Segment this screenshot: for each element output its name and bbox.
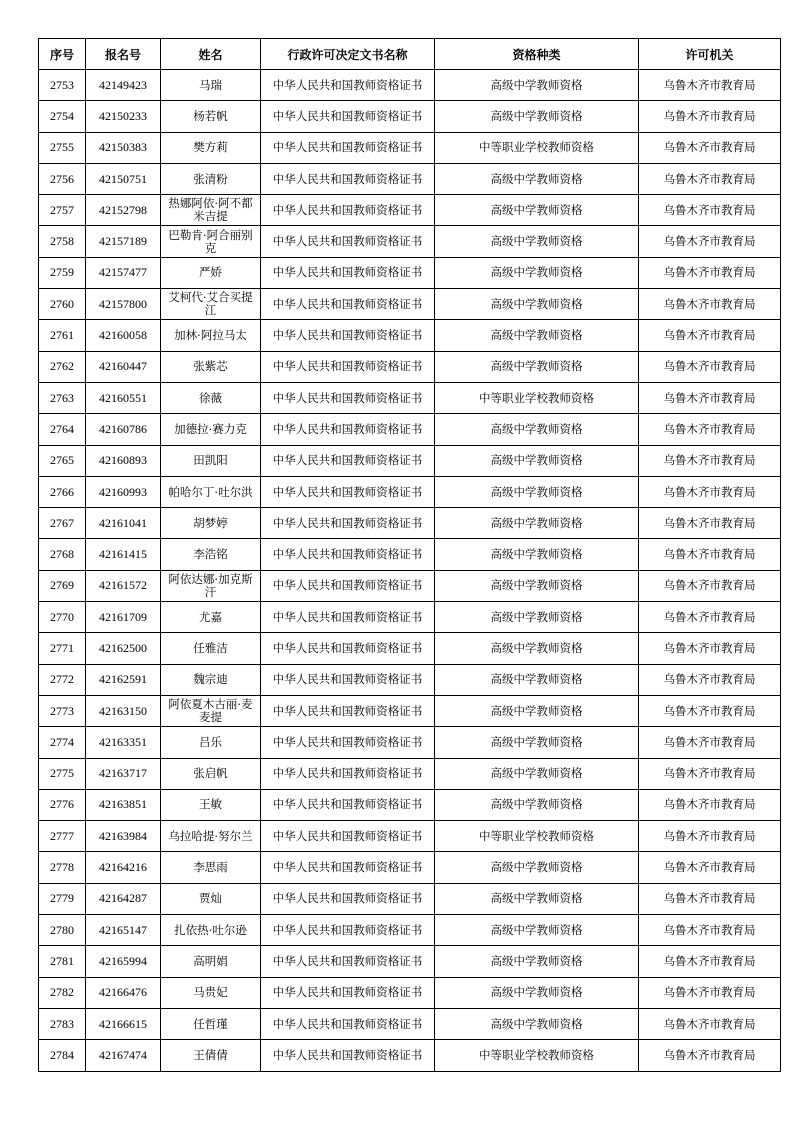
registration-number-cell: 42166615 [86, 1008, 161, 1039]
qualification-type-cell: 高级中学教师资格 [435, 602, 639, 633]
licensing-authority-cell: 乌鲁木齐市教育局 [639, 257, 781, 288]
registration-number-cell: 42157477 [86, 257, 161, 288]
licensing-authority-cell: 乌鲁木齐市教育局 [639, 664, 781, 695]
registration-number-cell: 42164216 [86, 852, 161, 883]
registration-number-cell: 42162591 [86, 664, 161, 695]
qualification-type-cell: 高级中学教师资格 [435, 476, 639, 507]
licensing-authority-cell: 乌鲁木齐市教育局 [639, 633, 781, 664]
qualification-type-cell: 高级中学教师资格 [435, 633, 639, 664]
registration-number-cell: 42161572 [86, 570, 161, 601]
serial-cell: 2766 [39, 476, 86, 507]
licensing-authority-cell: 乌鲁木齐市教育局 [639, 132, 781, 163]
table-row [39, 414, 781, 445]
header-serial: 序号 [39, 39, 86, 70]
registration-number-cell: 42160786 [86, 414, 161, 445]
serial-cell: 2759 [39, 257, 86, 288]
name-cell: 徐薇 [161, 382, 261, 413]
name-cell: 马瑞 [161, 70, 261, 101]
license-table [38, 38, 781, 1072]
licensing-authority-cell: 乌鲁木齐市教育局 [639, 382, 781, 413]
name-cell: 张紫芯 [161, 351, 261, 382]
serial-cell: 2774 [39, 727, 86, 758]
qualification-type-cell: 高级中学教师资格 [435, 915, 639, 946]
serial-cell: 2756 [39, 163, 86, 194]
qualification-type-cell: 中等职业学校教师资格 [435, 821, 639, 852]
licensing-authority-cell: 乌鲁木齐市教育局 [639, 758, 781, 789]
serial-cell: 2784 [39, 1040, 86, 1071]
table-row [39, 1008, 781, 1039]
qualification-type-cell: 高级中学教师资格 [435, 789, 639, 820]
document-name-cell: 中华人民共和国教师资格证书 [261, 852, 435, 883]
serial-cell: 2772 [39, 664, 86, 695]
table-row [39, 445, 781, 476]
header-name: 姓名 [161, 39, 261, 70]
registration-number-cell: 42160893 [86, 445, 161, 476]
registration-number-cell: 42163150 [86, 695, 161, 726]
qualification-type-cell: 高级中学教师资格 [435, 883, 639, 914]
qualification-type-cell: 高级中学教师资格 [435, 695, 639, 726]
table-row [39, 351, 781, 382]
serial-cell: 2771 [39, 633, 86, 664]
serial-cell: 2782 [39, 977, 86, 1008]
table-row [39, 320, 781, 351]
header-licensing-authority: 许可机关 [639, 39, 781, 70]
licensing-authority-cell: 乌鲁木齐市教育局 [639, 883, 781, 914]
licensing-authority-cell: 乌鲁木齐市教育局 [639, 602, 781, 633]
serial-cell: 2777 [39, 821, 86, 852]
registration-number-cell: 42165994 [86, 946, 161, 977]
licensing-authority-cell: 乌鲁木齐市教育局 [639, 727, 781, 758]
licensing-authority-cell: 乌鲁木齐市教育局 [639, 946, 781, 977]
serial-cell: 2768 [39, 539, 86, 570]
table-row [39, 789, 781, 820]
qualification-type-cell: 高级中学教师资格 [435, 351, 639, 382]
registration-number-cell: 42163851 [86, 789, 161, 820]
registration-number-cell: 42150383 [86, 132, 161, 163]
name-cell: 王倩倩 [161, 1040, 261, 1071]
registration-number-cell: 42150751 [86, 163, 161, 194]
licensing-authority-cell: 乌鲁木齐市教育局 [639, 351, 781, 382]
licensing-authority-cell: 乌鲁木齐市教育局 [639, 539, 781, 570]
document-name-cell: 中华人民共和国教师资格证书 [261, 602, 435, 633]
name-cell: 王敏 [161, 789, 261, 820]
document-name-cell: 中华人民共和国教师资格证书 [261, 883, 435, 914]
table-row [39, 570, 781, 601]
licensing-authority-cell: 乌鲁木齐市教育局 [639, 915, 781, 946]
table-row [39, 382, 781, 413]
qualification-type-cell: 高级中学教师资格 [435, 570, 639, 601]
document-name-cell: 中华人民共和国教师资格证书 [261, 476, 435, 507]
name-cell: 严娇 [161, 257, 261, 288]
licensing-authority-cell: 乌鲁木齐市教育局 [639, 1008, 781, 1039]
registration-number-cell: 42164287 [86, 883, 161, 914]
registration-number-cell: 42160993 [86, 476, 161, 507]
serial-cell: 2760 [39, 289, 86, 320]
registration-number-cell: 42166476 [86, 977, 161, 1008]
header-qualification-type: 资格种类 [435, 39, 639, 70]
table-row [39, 633, 781, 664]
name-cell: 阿依达娜·加克斯汗 [161, 570, 261, 601]
document-name-cell: 中华人民共和国教师资格证书 [261, 101, 435, 132]
table-row [39, 508, 781, 539]
table-body [39, 70, 781, 1072]
name-cell: 高明娟 [161, 946, 261, 977]
qualification-type-cell: 中等职业学校教师资格 [435, 1040, 639, 1071]
registration-number-cell: 42149423 [86, 70, 161, 101]
licensing-authority-cell: 乌鲁木齐市教育局 [639, 977, 781, 1008]
qualification-type-cell: 高级中学教师资格 [435, 70, 639, 101]
qualification-type-cell: 高级中学教师资格 [435, 946, 639, 977]
document-name-cell: 中华人民共和国教师资格证书 [261, 132, 435, 163]
qualification-type-cell: 高级中学教师资格 [435, 727, 639, 758]
licensing-authority-cell: 乌鲁木齐市教育局 [639, 320, 781, 351]
table-row [39, 132, 781, 163]
document-name-cell: 中华人民共和国教师资格证书 [261, 226, 435, 257]
document-page [38, 38, 780, 1072]
table-row [39, 476, 781, 507]
licensing-authority-cell: 乌鲁木齐市教育局 [639, 789, 781, 820]
table-row [39, 695, 781, 726]
licensing-authority-cell: 乌鲁木齐市教育局 [639, 476, 781, 507]
table-header-row [39, 39, 781, 70]
name-cell: 阿依夏木古丽·麦麦提 [161, 695, 261, 726]
document-name-cell: 中华人民共和国教师资格证书 [261, 257, 435, 288]
table-row [39, 257, 781, 288]
registration-number-cell: 42167474 [86, 1040, 161, 1071]
registration-number-cell: 42161415 [86, 539, 161, 570]
serial-cell: 2763 [39, 382, 86, 413]
document-name-cell: 中华人民共和国教师资格证书 [261, 570, 435, 601]
qualification-type-cell: 高级中学教师资格 [435, 977, 639, 1008]
registration-number-cell: 42162500 [86, 633, 161, 664]
serial-cell: 2770 [39, 602, 86, 633]
serial-cell: 2767 [39, 508, 86, 539]
licensing-authority-cell: 乌鲁木齐市教育局 [639, 226, 781, 257]
qualification-type-cell: 高级中学教师资格 [435, 1008, 639, 1039]
name-cell: 尤嘉 [161, 602, 261, 633]
serial-cell: 2780 [39, 915, 86, 946]
serial-cell: 2765 [39, 445, 86, 476]
licensing-authority-cell: 乌鲁木齐市教育局 [639, 101, 781, 132]
table-row [39, 289, 781, 320]
qualification-type-cell: 高级中学教师资格 [435, 852, 639, 883]
document-name-cell: 中华人民共和国教师资格证书 [261, 163, 435, 194]
registration-number-cell: 42161709 [86, 602, 161, 633]
document-name-cell: 中华人民共和国教师资格证书 [261, 195, 435, 226]
name-cell: 乌拉哈提·努尔兰 [161, 821, 261, 852]
table-row [39, 821, 781, 852]
licensing-authority-cell: 乌鲁木齐市教育局 [639, 508, 781, 539]
registration-number-cell: 42160058 [86, 320, 161, 351]
serial-cell: 2753 [39, 70, 86, 101]
table-row [39, 226, 781, 257]
registration-number-cell: 42157189 [86, 226, 161, 257]
registration-number-cell: 42163984 [86, 821, 161, 852]
name-cell: 热娜阿依·阿不都米吉提 [161, 195, 261, 226]
registration-number-cell: 42161041 [86, 508, 161, 539]
document-name-cell: 中华人民共和国教师资格证书 [261, 758, 435, 789]
serial-cell: 2755 [39, 132, 86, 163]
qualification-type-cell: 高级中学教师资格 [435, 508, 639, 539]
name-cell: 李浩铭 [161, 539, 261, 570]
name-cell: 魏宗迪 [161, 664, 261, 695]
document-name-cell: 中华人民共和国教师资格证书 [261, 789, 435, 820]
table-row [39, 977, 781, 1008]
name-cell: 吕乐 [161, 727, 261, 758]
document-name-cell: 中华人民共和国教师资格证书 [261, 1040, 435, 1071]
name-cell: 张清粉 [161, 163, 261, 194]
document-name-cell: 中华人民共和国教师资格证书 [261, 977, 435, 1008]
document-name-cell: 中华人民共和国教师资格证书 [261, 727, 435, 758]
qualification-type-cell: 高级中学教师资格 [435, 414, 639, 445]
table-row [39, 852, 781, 883]
name-cell: 贾灿 [161, 883, 261, 914]
serial-cell: 2775 [39, 758, 86, 789]
qualification-type-cell: 高级中学教师资格 [435, 758, 639, 789]
qualification-type-cell: 高级中学教师资格 [435, 226, 639, 257]
serial-cell: 2758 [39, 226, 86, 257]
serial-cell: 2778 [39, 852, 86, 883]
document-name-cell: 中华人民共和国教师资格证书 [261, 539, 435, 570]
name-cell: 胡梦婷 [161, 508, 261, 539]
licensing-authority-cell: 乌鲁木齐市教育局 [639, 695, 781, 726]
header-registration-number: 报名号 [86, 39, 161, 70]
name-cell: 樊方莉 [161, 132, 261, 163]
qualification-type-cell: 高级中学教师资格 [435, 195, 639, 226]
qualification-type-cell: 高级中学教师资格 [435, 539, 639, 570]
qualification-type-cell: 高级中学教师资格 [435, 664, 639, 695]
table-row [39, 101, 781, 132]
serial-cell: 2761 [39, 320, 86, 351]
serial-cell: 2776 [39, 789, 86, 820]
name-cell: 马贵妃 [161, 977, 261, 1008]
table-row [39, 664, 781, 695]
document-name-cell: 中华人民共和国教师资格证书 [261, 946, 435, 977]
qualification-type-cell: 高级中学教师资格 [435, 101, 639, 132]
table-row [39, 163, 781, 194]
name-cell: 李思雨 [161, 852, 261, 883]
licensing-authority-cell: 乌鲁木齐市教育局 [639, 195, 781, 226]
table-row [39, 946, 781, 977]
document-name-cell: 中华人民共和国教师资格证书 [261, 382, 435, 413]
name-cell: 任雅洁 [161, 633, 261, 664]
table-row [39, 539, 781, 570]
serial-cell: 2781 [39, 946, 86, 977]
table-row [39, 602, 781, 633]
registration-number-cell: 42160447 [86, 351, 161, 382]
registration-number-cell: 42152798 [86, 195, 161, 226]
licensing-authority-cell: 乌鲁木齐市教育局 [639, 414, 781, 445]
licensing-authority-cell: 乌鲁木齐市教育局 [639, 852, 781, 883]
serial-cell: 2769 [39, 570, 86, 601]
serial-cell: 2757 [39, 195, 86, 226]
name-cell: 任哲瑾 [161, 1008, 261, 1039]
qualification-type-cell: 高级中学教师资格 [435, 289, 639, 320]
table-row [39, 758, 781, 789]
document-name-cell: 中华人民共和国教师资格证书 [261, 821, 435, 852]
qualification-type-cell: 高级中学教师资格 [435, 163, 639, 194]
document-name-cell: 中华人民共和国教师资格证书 [261, 1008, 435, 1039]
licensing-authority-cell: 乌鲁木齐市教育局 [639, 70, 781, 101]
qualification-type-cell: 中等职业学校教师资格 [435, 132, 639, 163]
table-row [39, 1040, 781, 1071]
serial-cell: 2783 [39, 1008, 86, 1039]
registration-number-cell: 42160551 [86, 382, 161, 413]
qualification-type-cell: 高级中学教师资格 [435, 445, 639, 476]
name-cell: 帕哈尔丁·吐尔洪 [161, 476, 261, 507]
header-document-name: 行政许可决定文书名称 [261, 39, 435, 70]
document-name-cell: 中华人民共和国教师资格证书 [261, 695, 435, 726]
name-cell: 田凯阳 [161, 445, 261, 476]
document-name-cell: 中华人民共和国教师资格证书 [261, 414, 435, 445]
registration-number-cell: 42157800 [86, 289, 161, 320]
document-name-cell: 中华人民共和国教师资格证书 [261, 289, 435, 320]
registration-number-cell: 42165147 [86, 915, 161, 946]
name-cell: 张启帆 [161, 758, 261, 789]
licensing-authority-cell: 乌鲁木齐市教育局 [639, 445, 781, 476]
licensing-authority-cell: 乌鲁木齐市教育局 [639, 570, 781, 601]
document-name-cell: 中华人民共和国教师资格证书 [261, 664, 435, 695]
table-row [39, 195, 781, 226]
qualification-type-cell: 高级中学教师资格 [435, 257, 639, 288]
serial-cell: 2764 [39, 414, 86, 445]
qualification-type-cell: 中等职业学校教师资格 [435, 382, 639, 413]
licensing-authority-cell: 乌鲁木齐市教育局 [639, 1040, 781, 1071]
name-cell: 加德拉·赛力克 [161, 414, 261, 445]
table-row [39, 727, 781, 758]
name-cell: 艾柯代·艾合买提江 [161, 289, 261, 320]
name-cell: 杨若帆 [161, 101, 261, 132]
document-name-cell: 中华人民共和国教师资格证书 [261, 508, 435, 539]
licensing-authority-cell: 乌鲁木齐市教育局 [639, 163, 781, 194]
table-row [39, 883, 781, 914]
table-row [39, 915, 781, 946]
name-cell: 扎依热·吐尔逊 [161, 915, 261, 946]
licensing-authority-cell: 乌鲁木齐市教育局 [639, 821, 781, 852]
registration-number-cell: 42163717 [86, 758, 161, 789]
table-row [39, 70, 781, 101]
serial-cell: 2773 [39, 695, 86, 726]
name-cell: 巴勒肯·阿合丽别克 [161, 226, 261, 257]
licensing-authority-cell: 乌鲁木齐市教育局 [639, 289, 781, 320]
registration-number-cell: 42150233 [86, 101, 161, 132]
document-name-cell: 中华人民共和国教师资格证书 [261, 70, 435, 101]
document-name-cell: 中华人民共和国教师资格证书 [261, 445, 435, 476]
registration-number-cell: 42163351 [86, 727, 161, 758]
serial-cell: 2762 [39, 351, 86, 382]
document-name-cell: 中华人民共和国教师资格证书 [261, 351, 435, 382]
qualification-type-cell: 高级中学教师资格 [435, 320, 639, 351]
serial-cell: 2754 [39, 101, 86, 132]
document-name-cell: 中华人民共和国教师资格证书 [261, 915, 435, 946]
serial-cell: 2779 [39, 883, 86, 914]
document-name-cell: 中华人民共和国教师资格证书 [261, 320, 435, 351]
document-name-cell: 中华人民共和国教师资格证书 [261, 633, 435, 664]
name-cell: 加林·阿拉马太 [161, 320, 261, 351]
